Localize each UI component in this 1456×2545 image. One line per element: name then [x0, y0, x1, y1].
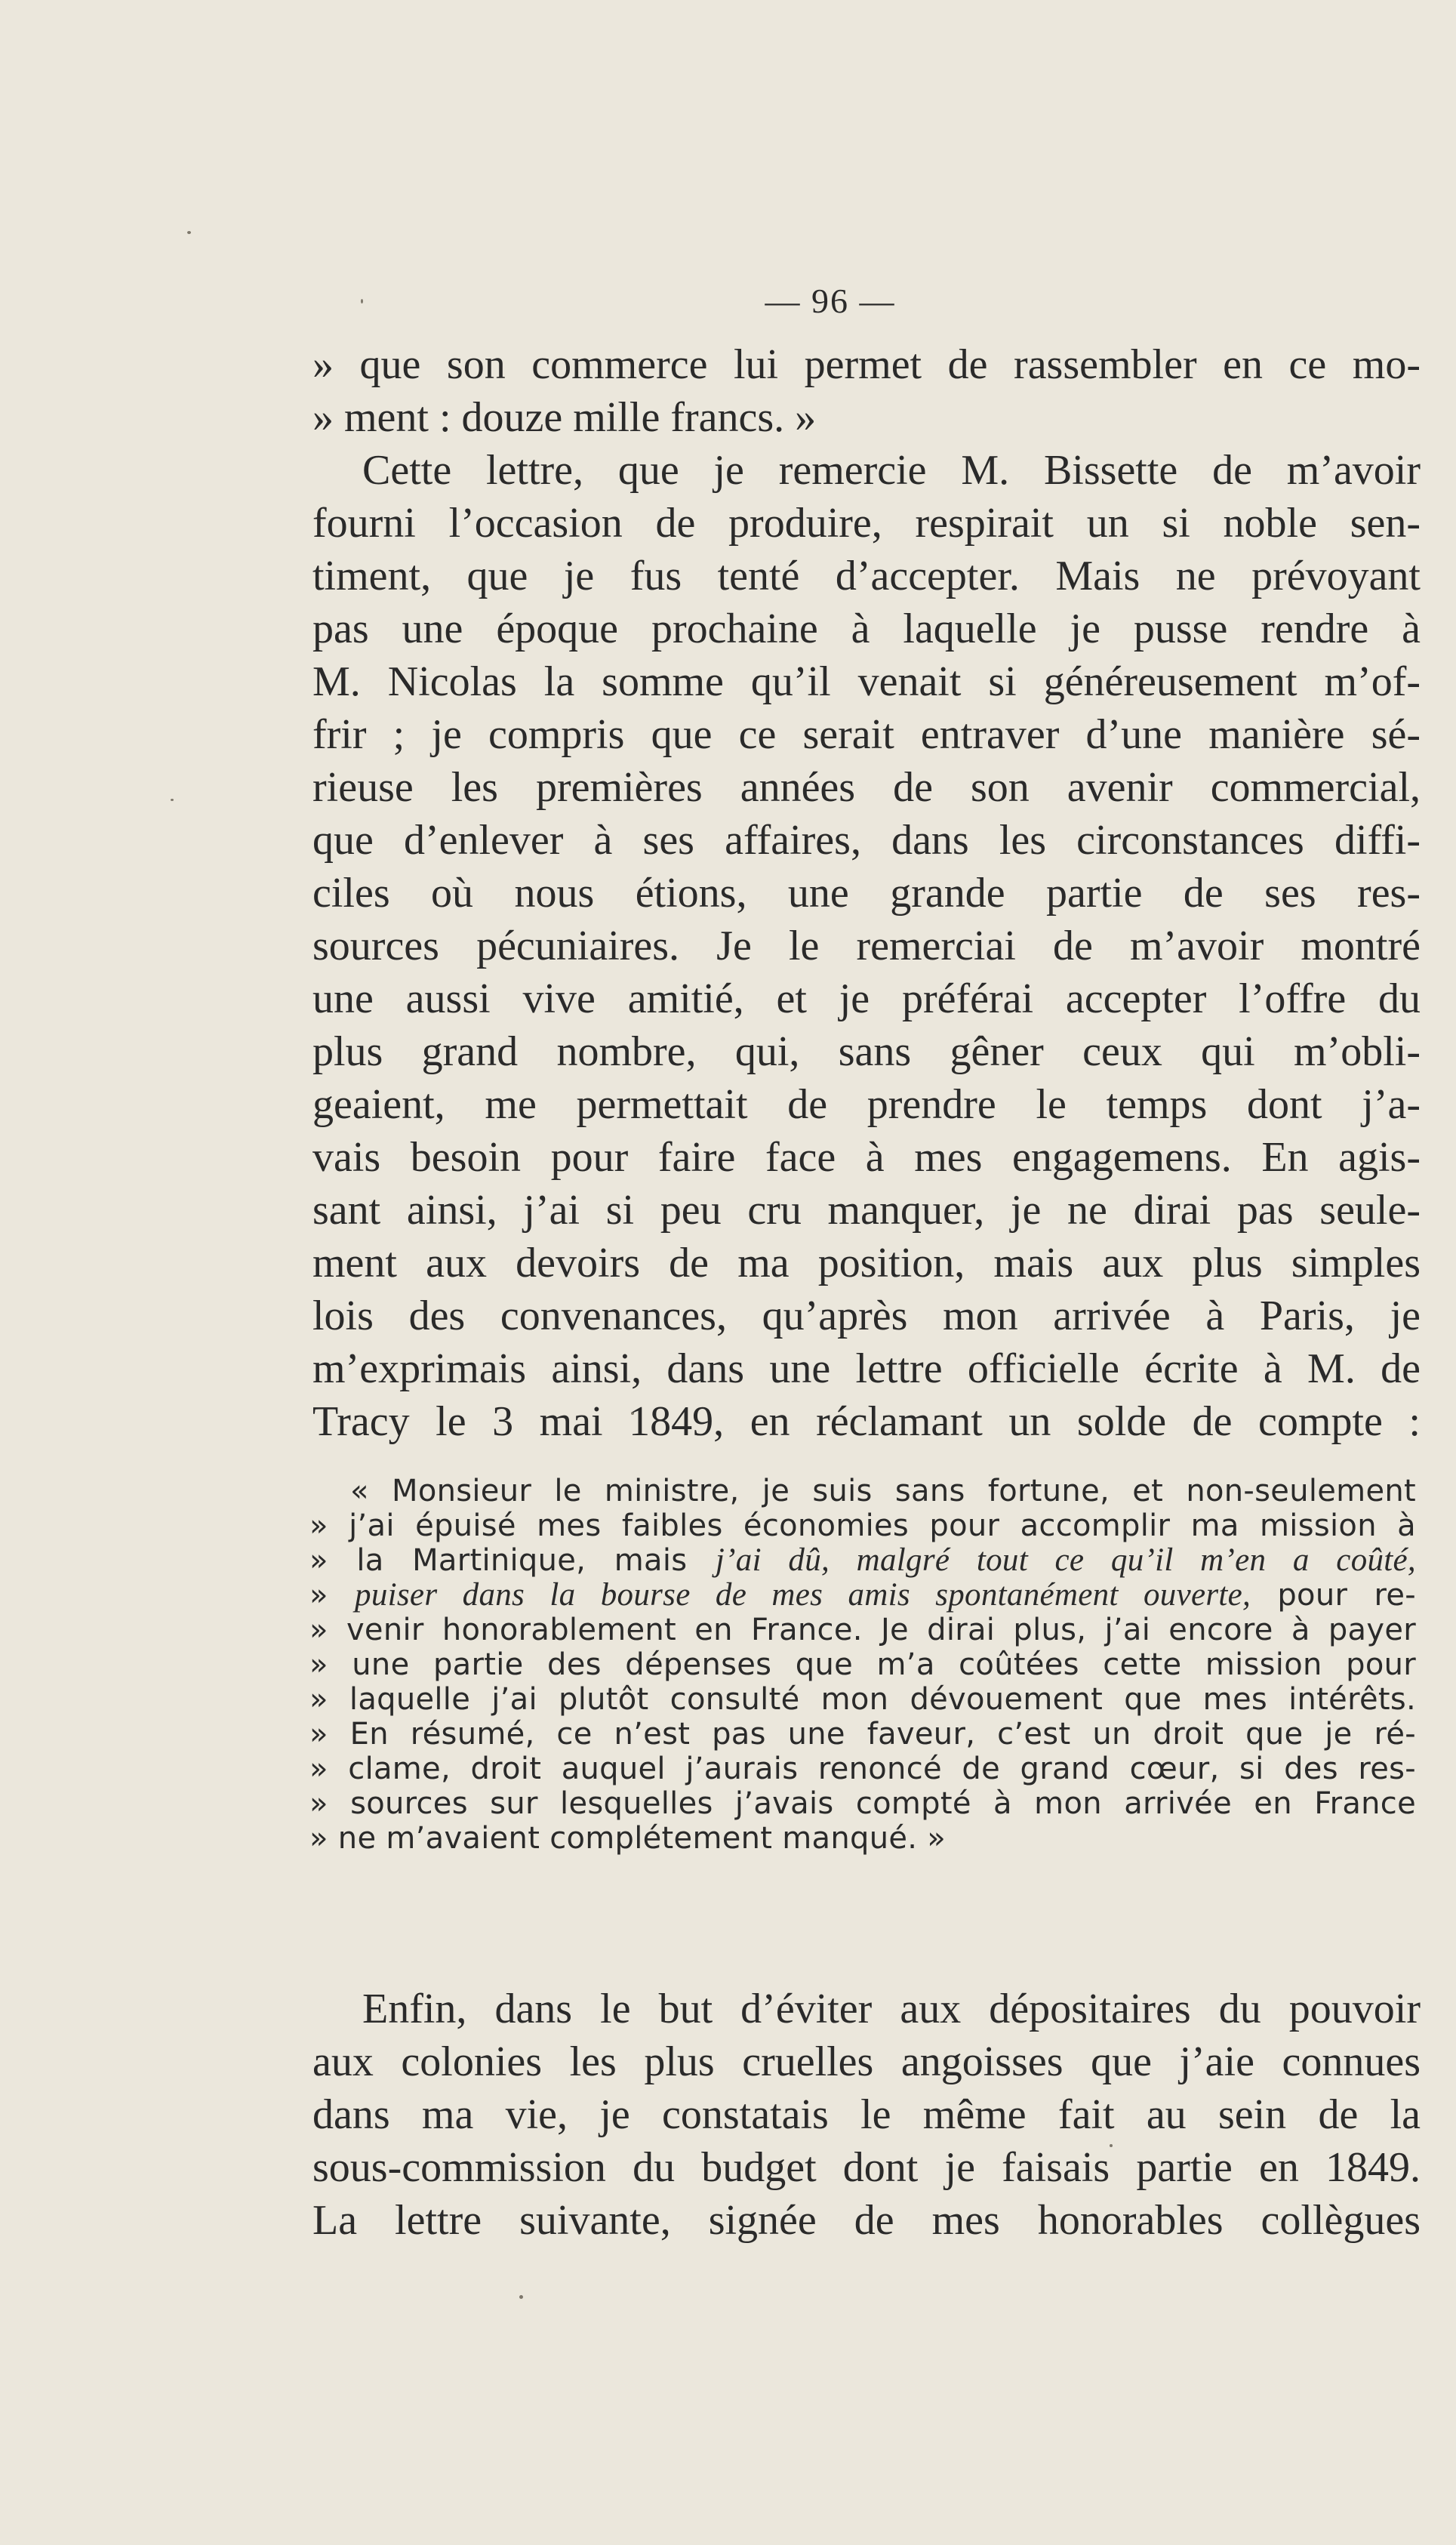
page-number: — 96 — [765, 282, 896, 320]
quote-line: » laquelle j’ai plutôt consulté mon dévouement que mes intérêts. [309, 1682, 1416, 1717]
text-line: Tracy le 3 mai 1849, en réclamant un solde de compte : [312, 1398, 1421, 1445]
text-line: M. Nicolas la somme qu’il venait si généreusement m’of- [312, 658, 1421, 705]
quote-line: » venir honorablement en France. Je dirai plus, j’ai encore à payer [309, 1613, 1416, 1647]
quote-line: » ne m’avaient complétement manqué. » [309, 1821, 947, 1856]
paper-speck [187, 231, 191, 234]
text-line: sources pécuniaires. Je le remerciai de m’avoir montré [312, 923, 1421, 969]
text-line: ment aux devoirs de ma position, mais aux plus simples [312, 1240, 1421, 1286]
text-line: lois des convenances, qu’après mon arrivée à Paris, je [312, 1293, 1421, 1339]
closing-paragraph [312, 1983, 1421, 2247]
text-line: une aussi vive amitié, et je préférai accepter l’offre du [312, 975, 1421, 1022]
quote-line: » sources sur lesquelles j’avais compté à mon arrivée en France [309, 1786, 1416, 1821]
main-text [312, 338, 1421, 1448]
quote-line: » j’ai épuisé mes faibles économies pour accomplir ma mission à [309, 1508, 1416, 1543]
quoted-letter [309, 1474, 1416, 1856]
text-line: sous-commission du budget dont je faisais partie en 1849. [312, 2144, 1421, 2191]
text-line: ciles où nous étions, une grande partie de ses res- [312, 870, 1421, 917]
quote-line: » la Martinique, mais j’ai dû, malgré tout ce qu’il m’en a coûté, [309, 1542, 1416, 1578]
text-line: m’exprimais ainsi, dans une lettre officielle écrite à M. de [312, 1345, 1421, 1392]
quote-emphasis: puiser dans la bourse de mes amis spontanément ouverte, [355, 1577, 1251, 1613]
paper-speck [519, 2295, 523, 2299]
text-line: dans ma vie, je constatais le même fait au sein de la [312, 2091, 1421, 2138]
text-line: geaient, me permettait de prendre le temps dont j’a- [312, 1081, 1421, 1128]
text-line: Enfin, dans le but d’éviter aux dépositaires du pouvoir [362, 1986, 1421, 2032]
text-line: timent, que je fus tenté d’accepter. Mais ne prévoyant [312, 553, 1421, 599]
quote-line: » puiser dans la bourse de mes amis spontanément ouverte, pour re- [309, 1577, 1416, 1613]
quote-emphasis: j’ai dû, malgré tout ce qu’il m’en a coûté, [715, 1542, 1416, 1578]
quote-line: « Monsieur le ministre, je suis sans fortune, et non-seulement [350, 1474, 1416, 1508]
quote-line: » En résumé, ce n’est pas une faveur, c’est un droit que je ré- [309, 1717, 1416, 1752]
text-line: » ment : douze mille francs. » [312, 394, 817, 441]
text-line: sant ainsi, j’ai si peu cru manquer, je ne dirai pas seule- [312, 1187, 1421, 1234]
paper-speck [171, 799, 174, 801]
text-line: La lettre suivante, signée de mes honorables collègues [312, 2197, 1421, 2244]
text-line: vais besoin pour faire face à mes engagemens. En agis- [312, 1134, 1421, 1181]
text-line: frir ; je compris que ce serait entraver d’une manière sé- [312, 711, 1421, 758]
text-line: pas une époque prochaine à laquelle je pusse rendre à [312, 605, 1421, 652]
text-line: fourni l’occasion de produire, respirait un si noble sen- [312, 500, 1421, 547]
text-line: que d’enlever à ses affaires, dans les circonstances diffi- [312, 817, 1421, 864]
text-line: » que son commerce lui permet de rassembler en ce mo- [312, 341, 1421, 388]
text-line: aux colonies les plus cruelles angoisses que j’aie connues [312, 2038, 1421, 2085]
text-line: Cette lettre, que je remercie M. Bissette de m’avoir [362, 447, 1421, 494]
text-line: plus grand nombre, qui, sans gêner ceux qui m’obli- [312, 1028, 1421, 1075]
text-line: rieuse les premières années de son avenir commercial, [312, 764, 1421, 811]
quote-line: » une partie des dépenses que m’a coûtées cette mission pour [309, 1647, 1416, 1682]
quote-line: » clame, droit auquel j’aurais renoncé de grand cœur, si des res- [309, 1752, 1416, 1786]
